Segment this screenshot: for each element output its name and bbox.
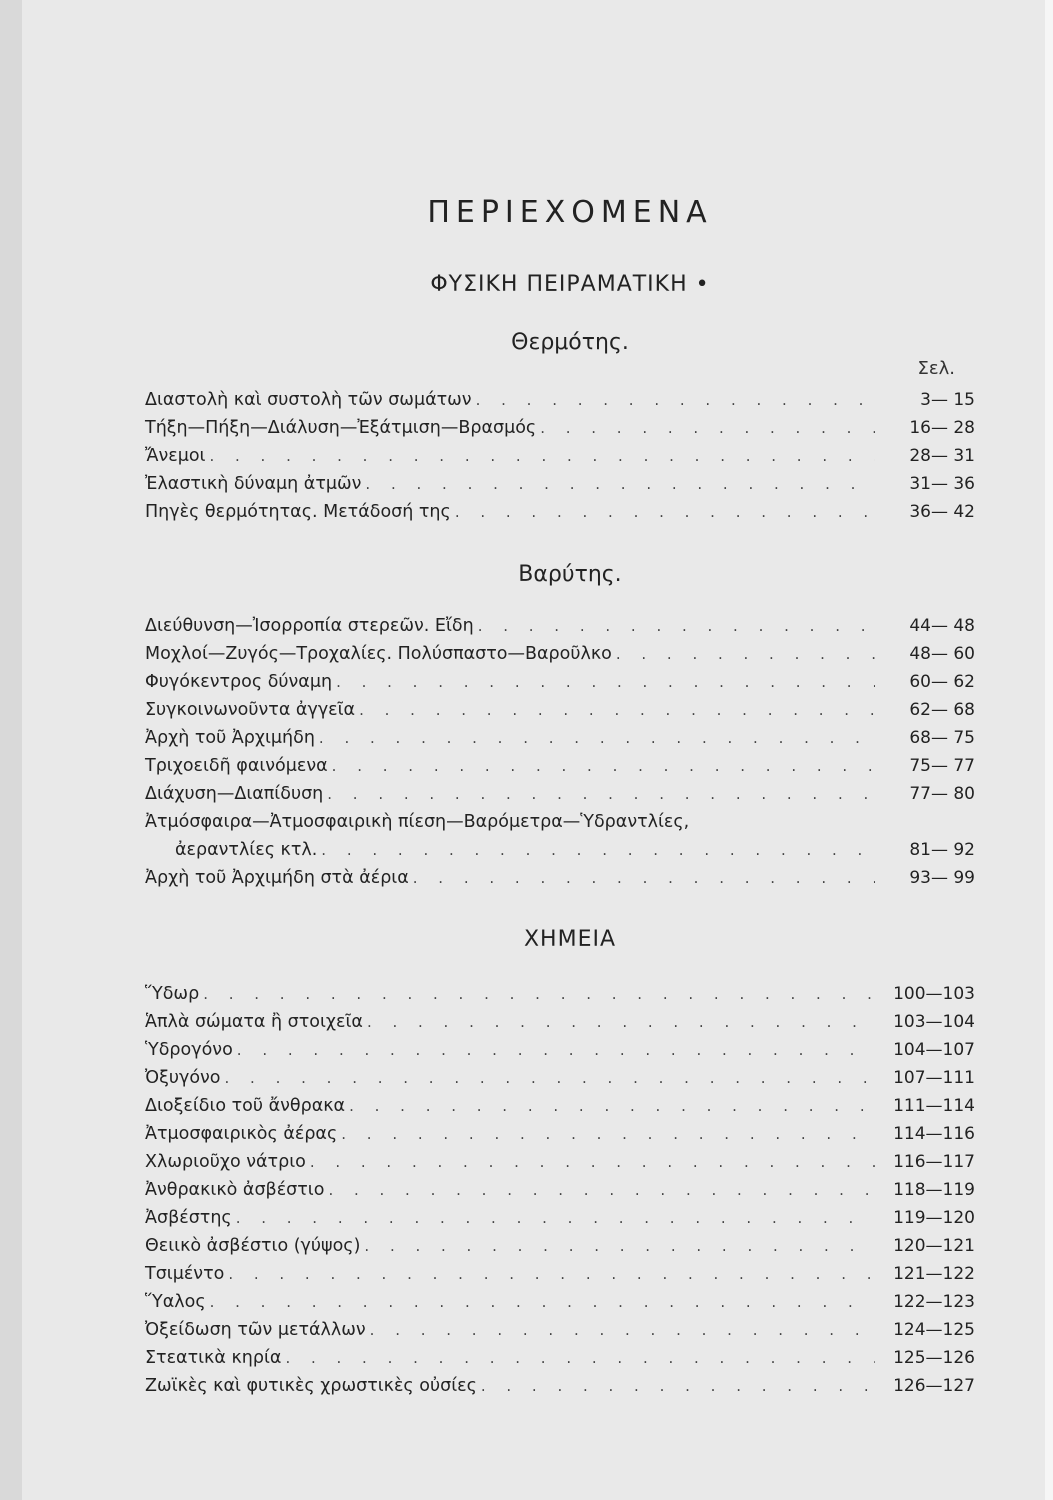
leader-dots [236, 1209, 875, 1227]
toc-entry [145, 984, 975, 1012]
entry-pages: 75— 77 [909, 756, 975, 776]
leader-dots [332, 757, 875, 775]
toc-entry [145, 700, 975, 728]
leader-dots [209, 447, 875, 465]
entry-label: Διαστολὴ καὶ συστολὴ τῶν σωμάτων [145, 390, 472, 410]
toc-entry [145, 1096, 975, 1124]
subject-chemistry: ΧΗΜΕΙΑ [523, 927, 617, 952]
entry-pages: 116—117 [893, 1152, 975, 1172]
entry-pages: 121—122 [893, 1264, 975, 1284]
entry-pages: 104—107 [893, 1040, 975, 1060]
entry-pages: 100—103 [893, 984, 975, 1004]
toc-entry [145, 1124, 975, 1152]
leader-dots [228, 1265, 875, 1283]
entry-label: Ἀνθρακικὸ ἀσβέστιο [145, 1180, 325, 1200]
entry-pages: 119—120 [893, 1208, 975, 1228]
chapter-gravity: Βαρύτης. [518, 562, 622, 587]
leader-dots [328, 1181, 875, 1199]
entry-label: Ἐλαστικὴ δύναμη ἀτμῶν [145, 474, 362, 494]
entry-pages: 118—119 [893, 1180, 975, 1200]
toc-entry [145, 1012, 975, 1040]
leader-dots [370, 1321, 875, 1339]
toc-entry [145, 418, 975, 446]
toc-entry [145, 502, 975, 530]
toc-entry [145, 1152, 975, 1180]
toc-entry [145, 1068, 975, 1096]
entry-pages: 36— 42 [909, 502, 975, 522]
entry-label: Μοχλοί—Ζυγός—Τροχαλίες. Πολύσπαστο—Βαροῦλκο [145, 644, 612, 664]
leader-dots [616, 645, 875, 663]
toc-entry [145, 1292, 975, 1320]
entry-pages: 60— 62 [909, 672, 975, 692]
toc-entry [145, 1180, 975, 1208]
page-column-header: Σελ. [917, 358, 955, 379]
leader-dots [364, 1237, 875, 1255]
entry-label: Ὕαλος [145, 1292, 206, 1312]
chapter-heat: Θερμότης. [511, 330, 629, 355]
entry-pages: 111—114 [893, 1096, 975, 1116]
leader-dots [540, 419, 875, 437]
toc-entry [145, 868, 975, 896]
entry-pages: 124—125 [893, 1320, 975, 1340]
toc-entry [145, 446, 975, 474]
entry-label: Ἁπλὰ σώματα ἢ στοιχεῖα [145, 1012, 363, 1032]
entry-label: Τριχοειδῆ φαινόμενα [145, 756, 328, 776]
entry-pages: 93— 99 [909, 868, 975, 888]
entry-label: Διάχυση—Διαπίδυση [145, 784, 324, 804]
entry-pages: 28— 31 [909, 446, 975, 466]
toc-entry [145, 1208, 975, 1236]
entry-pages: 81— 92 [909, 840, 975, 860]
entry-label: Φυγόκεντρος δύναμη [145, 672, 333, 692]
entry-label: Ὕδωρ [145, 984, 200, 1004]
entry-pages: 31— 36 [909, 474, 975, 494]
entry-label: Τσιμέντο [145, 1264, 225, 1284]
entry-pages: 126—127 [893, 1376, 975, 1396]
toc-entry [145, 644, 975, 672]
entry-pages: 107—111 [893, 1068, 975, 1088]
leader-dots [413, 869, 875, 887]
entry-pages: 48— 60 [909, 644, 975, 664]
leader-dots [365, 475, 875, 493]
entry-pages: 44— 48 [909, 616, 975, 636]
page-title: ΠΕΡΙΕΧΟΜΕΝΑ [427, 195, 713, 230]
toc-entry [145, 1236, 975, 1264]
leader-dots [367, 1013, 875, 1031]
leader-dots [225, 1069, 875, 1087]
entry-pages: 122—123 [893, 1292, 975, 1312]
toc-entry [145, 1040, 975, 1068]
toc-entry [145, 1348, 975, 1376]
leader-dots [310, 1153, 875, 1171]
entry-pages: 16— 28 [909, 418, 975, 438]
entry-label: Διεύθυνση—Ἰσορροπία στερεῶν. Εἴδη [145, 616, 474, 636]
leader-dots [478, 617, 875, 635]
toc-entry [145, 1320, 975, 1348]
leader-dots [237, 1041, 875, 1059]
leader-dots [476, 391, 875, 409]
toc-entry [145, 390, 975, 418]
toc-entry [145, 728, 975, 756]
entry-label: Ζωϊκὲς καὶ φυτικὲς χρωστικὲς οὐσίες [145, 1376, 477, 1396]
entry-pages: 62— 68 [909, 700, 975, 720]
entry-label: Ἀσβέστης [145, 1208, 232, 1228]
leader-dots [321, 841, 875, 859]
entry-label: Ἄνεμοι [145, 446, 206, 466]
entry-label: Χλωριοῦχο νάτριο [145, 1152, 306, 1172]
entry-pages: 125—126 [893, 1348, 975, 1368]
entry-label-continuation: ἀεραντλίες κτλ. [175, 840, 318, 860]
leader-dots [203, 985, 875, 1003]
toc-entry [145, 1264, 975, 1292]
leader-dots [285, 1349, 875, 1367]
entry-label: Διοξείδιο τοῦ ἄνθρακα [145, 1096, 346, 1116]
leader-dots [455, 503, 875, 521]
entry-pages: 77— 80 [909, 784, 975, 804]
toc-entry [145, 672, 975, 700]
entry-label: Ὑδρογόνο [145, 1040, 233, 1060]
entry-label: Ἀτμοσφαιρικὸς ἀέρας [145, 1124, 338, 1144]
entry-label-line1: Ἀτμόσφαιρα—Ἀτμοσφαιρικὴ πίεση—Βαρόμετρα—Ὑδραντλίες, [145, 812, 690, 832]
entry-label: Στεατικὰ κηρία [145, 1348, 282, 1368]
leader-dots [481, 1377, 875, 1395]
entry-pages: 114—116 [893, 1124, 975, 1144]
entry-pages: 103—104 [893, 1012, 975, 1032]
leader-dots [319, 729, 875, 747]
entry-label: Ὀξείδωση τῶν μετάλλων [145, 1320, 366, 1340]
entry-label: Τήξη—Πήξη—Διάλυση—Ἐξάτμιση—Βρασμός [145, 418, 537, 438]
entry-label: Ὀξυγόνο [145, 1068, 221, 1088]
entry-pages: 68— 75 [909, 728, 975, 748]
entry-label: Θειικὸ ἀσβέστιο (γύψος) [145, 1236, 361, 1256]
leader-dots [341, 1125, 875, 1143]
toc-entry [145, 756, 975, 784]
entry-pages: 3— 15 [920, 390, 975, 410]
leader-dots [336, 673, 875, 691]
subject-physics: ΦΥΣΙΚΗ ΠΕΙΡΑΜΑΤΙΚΗ • [430, 272, 710, 297]
leader-dots [349, 1097, 875, 1115]
entry-label: Συγκοινωνοῦντα ἀγγεῖα [145, 700, 356, 720]
entry-pages: 120—121 [893, 1236, 975, 1256]
leader-dots [327, 785, 875, 803]
leader-dots [359, 701, 875, 719]
toc-entry [145, 474, 975, 502]
leader-dots [210, 1293, 875, 1311]
entry-label: Ἀρχὴ τοῦ Ἀρχιμήδη [145, 728, 315, 748]
toc-entry [145, 616, 975, 644]
toc-entry [145, 1376, 975, 1404]
entry-label: Πηγὲς θερμότητας. Μετάδοσή της [145, 502, 451, 522]
toc-entry [145, 784, 975, 812]
toc-entry [145, 840, 975, 868]
entry-label: Ἀρχὴ τοῦ Ἀρχιμήδη στὰ ἀέρια [145, 868, 409, 888]
